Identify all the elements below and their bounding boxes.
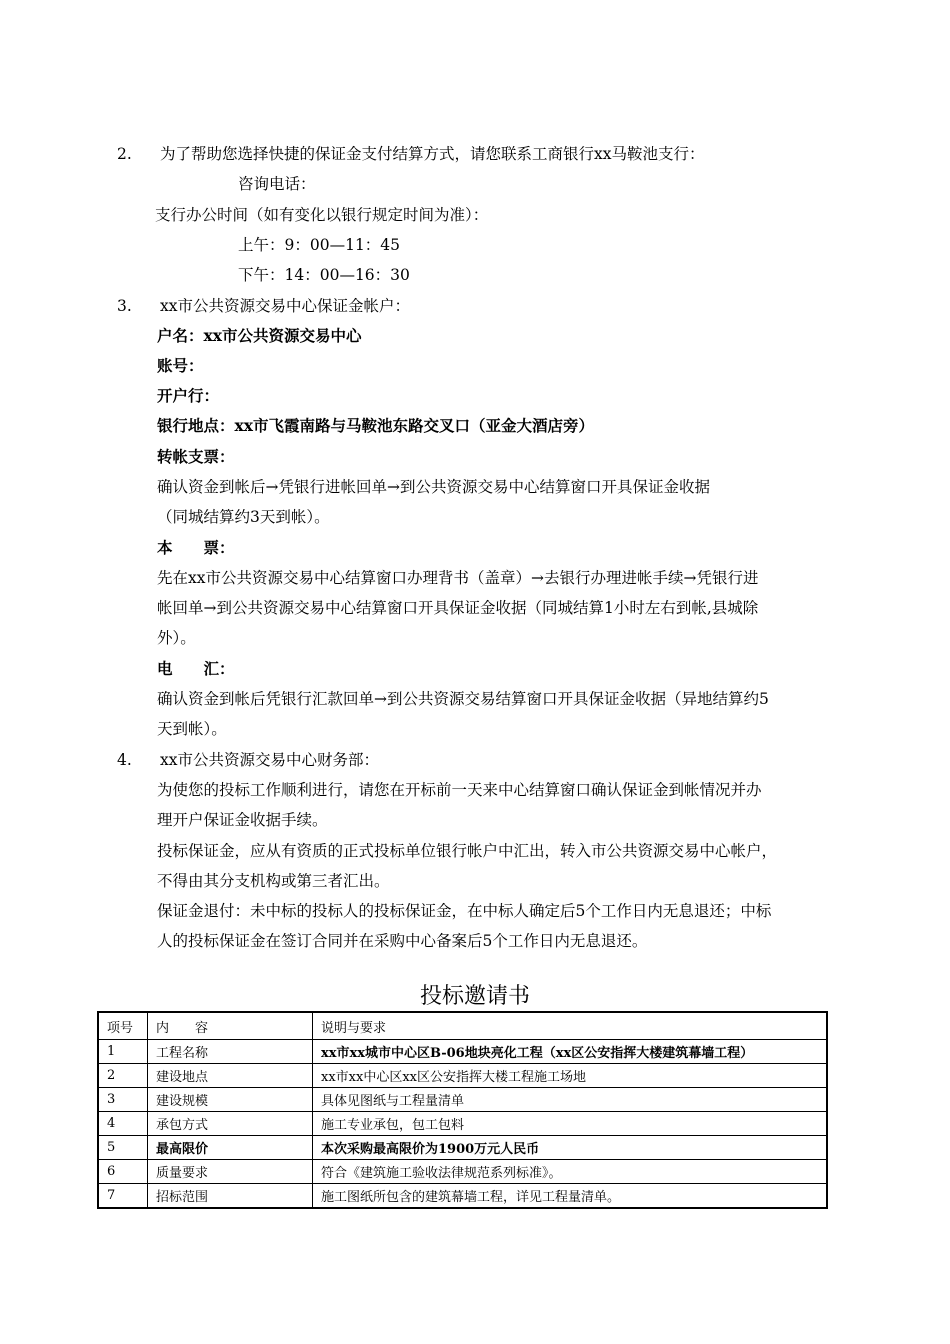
item-number: 4.: [117, 751, 132, 769]
bank-draft-text: 帐回单→到公共资源交易中心结算窗口开具保证金收据（同城结算1小时左右到帐,县城除: [157, 599, 759, 617]
bank-location: 银行地点：xx市飞霞南路与马鞍池东路交叉口（亚金大酒店旁）: [157, 416, 594, 435]
paragraph-text: 投标保证金，应从有资质的正式投标单位银行帐户中汇出，转入市公共资源交易中心帐户，: [157, 842, 778, 860]
table-cell: 3: [98, 1088, 148, 1112]
paragraph-text: 人的投标保证金在签订合同并在采购中心备案后5个工作日内无息退还。: [157, 932, 648, 950]
paragraph-text: 为使您的投标工作顺利进行，请您在开标前一天来中心结算窗口确认保证金到帐情况并办: [157, 781, 762, 799]
hours-label: 支行办公时间（如有变化以银行规定时间为准）：: [155, 206, 489, 224]
table-cell: 工程名称: [148, 1040, 313, 1064]
invitation-title: 投标邀请书: [419, 984, 530, 1009]
section3-text: xx市公共资源交易中心保证金帐户：: [160, 297, 410, 315]
bank-draft-text: 先在xx市公共资源交易中心结算窗口办理背书（盖章）→去银行办理进帐手续→凭银行进: [157, 569, 759, 587]
table-row: [98, 1160, 827, 1184]
paragraph-text: 保证金退付：未中标的投标人的投标保证金，在中标人确定后5个工作日内无息退还；中标: [157, 902, 772, 920]
morning-hours: 上午：9：00—11：45: [238, 236, 401, 254]
table-cell: 建设地点: [148, 1064, 313, 1088]
table-cell: 2: [98, 1064, 148, 1088]
item-number: 2.: [117, 145, 132, 163]
wire-transfer-title: 电 汇：: [157, 659, 235, 678]
transfer-cheque-text: （同城结算约3天到帐）。: [157, 508, 330, 526]
table-cell: 具体见图纸与工程量清单: [313, 1088, 828, 1112]
table-cell: 4: [98, 1112, 148, 1136]
table-row: [98, 1064, 827, 1088]
account-name: 户名：xx市公共资源交易中心: [157, 326, 362, 345]
table-cell: 6: [98, 1160, 148, 1184]
header-cell: 项号: [98, 1012, 148, 1040]
bank-name: 开户行：: [157, 386, 220, 405]
table-cell: 质量要求: [148, 1160, 313, 1184]
paragraph-text: 不得由其分支机构或第三者汇出。: [157, 872, 390, 890]
transfer-cheque-title: 转帐支票：: [157, 447, 235, 466]
table-cell: 招标范围: [148, 1184, 313, 1209]
table-row: [98, 1088, 827, 1112]
transfer-cheque-text: 确认资金到帐后→凭银行进帐回单→到公共资源交易中心结算窗口开具保证金收据: [157, 478, 710, 496]
table-cell: 本次采购最高限价为1900万元人民币: [313, 1136, 828, 1160]
table-row: [98, 1184, 827, 1209]
account-number: 账号：: [157, 356, 204, 375]
table-cell: 承包方式: [148, 1112, 313, 1136]
table-cell: 5: [98, 1136, 148, 1160]
table-cell: 施工图纸所包含的建筑幕墙工程，详见工程量清单。: [313, 1184, 828, 1209]
table-cell: 建设规模: [148, 1088, 313, 1112]
afternoon-hours: 下午：14：00—16：30: [238, 266, 410, 284]
table-cell: xx市xx城市中心区B-06地块亮化工程（xx区公安指挥大楼建筑幕墙工程）: [313, 1040, 828, 1064]
table-cell: 7: [98, 1184, 148, 1209]
phone-label: 咨询电话：: [238, 175, 316, 193]
wire-transfer-text: 确认资金到帐后凭银行汇款回单→到公共资源交易结算窗口开具保证金收据（异地结算约5: [157, 690, 769, 708]
wire-transfer-text: 天到帐）。: [157, 720, 227, 738]
header-cell: 说明与要求: [313, 1012, 828, 1040]
header-cell: 内 容: [148, 1012, 313, 1040]
table-cell: 符合《建筑施工验收法律规范系列标准》。: [313, 1160, 828, 1184]
table-cell: 1: [98, 1040, 148, 1064]
table-header-row: [98, 1012, 827, 1040]
table-cell: 施工专业承包，包工包料: [313, 1112, 828, 1136]
table-row: [98, 1112, 827, 1136]
table-row: [98, 1040, 827, 1064]
item-number: 3.: [117, 297, 132, 315]
bank-draft-text: 外）。: [157, 629, 196, 647]
table-row: [98, 1136, 827, 1160]
table-cell: 最高限价: [148, 1136, 313, 1160]
invitation-table: [97, 1011, 828, 1209]
table-cell: xx市xx中心区xx区公安指挥大楼工程施工场地: [313, 1064, 828, 1088]
bank-draft-title: 本 票：: [157, 538, 235, 557]
section2-text: 为了帮助您选择快捷的保证金支付结算方式，请您联系工商银行xx马鞍池支行：: [160, 145, 705, 163]
section4-text: xx市公共资源交易中心财务部：: [160, 751, 379, 769]
paragraph-text: 理开户保证金收据手续。: [157, 811, 328, 829]
